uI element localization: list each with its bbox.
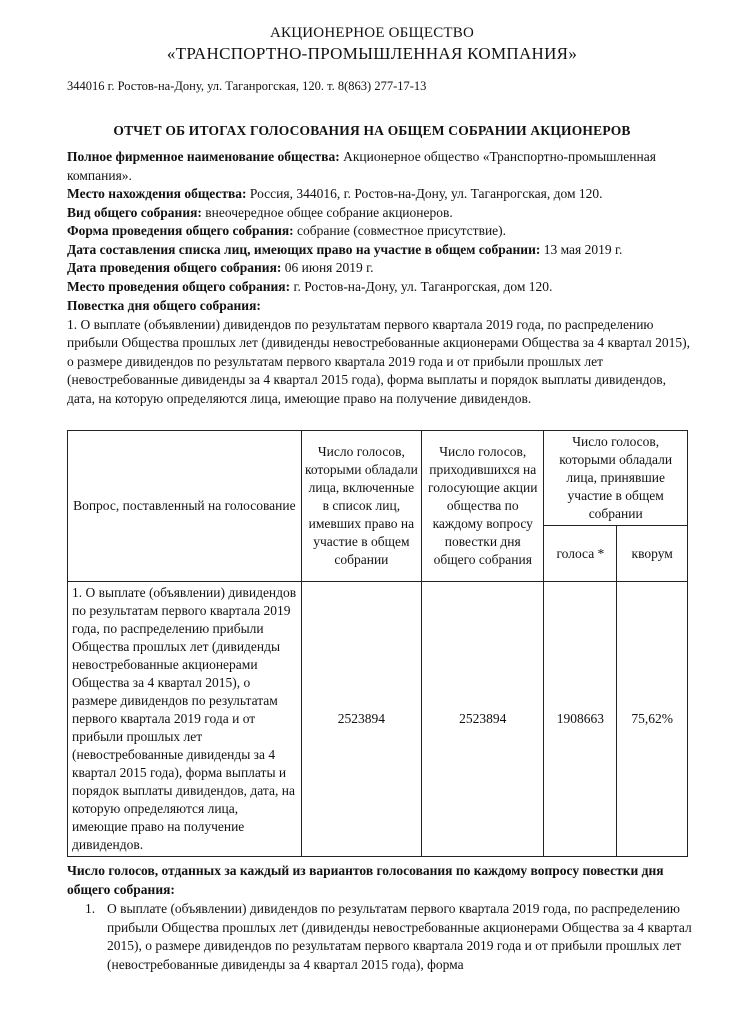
row-question: 1. О выплате (объявлении) дивидендов по результатам первого квартала 2019 года, по распределению прибыли Общества прошлых лет (дивиденды невостребованные акционерами Общества за 4 квартал 2015), о размере дивидендов по результатам первого квартала 2019 года и от прибыли прошлых лет (невостребованные дивиденды за 4 квартал 2015 года), форма выплаты и порядок выплаты дивидендов, дата, на которую определяются лица, имеющие право на получение дивидендов. [68,582,302,857]
meeting-place-line [67,278,692,297]
meeting-type-line [67,204,692,223]
row-votes: 1908663 [544,582,617,857]
meeting-date-line [67,259,692,278]
agenda-label: Повестка дня общего собрания: [67,298,261,313]
agenda-section [67,297,692,408]
header-participated-votes: Число голосов, которыми обладали лица, принявшие участие в общем собрании [544,431,688,526]
location-label: Место нахождения общества: [67,186,247,201]
report-title: ОТЧЕТ ОБ ИТОГАХ ГОЛОСОВАНИЯ НА ОБЩЕМ СОБРАНИИ АКЦИОНЕРОВ [113,123,631,138]
meeting-form-line [67,222,692,241]
org-address: 344016 г. Ростов-на-Дону, ул. Таганрогская, 120. т. 8(863) 277-17-13 [67,79,427,93]
meeting-form-label: Форма проведения общего собрания: [67,223,294,238]
header-per-question-votes: Число голосов, приходившихся на голосующие акции общества по каждому вопросу повестки дня общего собрания [422,431,544,582]
meeting-date-label: Дата проведения общего собрания: [67,260,282,275]
list-date-value: 13 мая 2019 г. [540,241,623,257]
org-name-heading: «ТРАНСПОРТНО-ПРОМЫШЛЕННАЯ КОМПАНИЯ» [166,44,578,63]
location-line [67,185,692,204]
table-row [68,582,688,857]
voting-results-table [67,430,688,857]
agenda-item-1: 1. О выплате (объявлении) дивидендов по результатам первого квартала 2019 года, по распределению прибыли Общества прошлых лет (дивиденды невостребованные акционерами Общества за 4 квартал 2015), о размере дивидендов по результатам первого квартала 2019 года и от прибыли прошлых лет (невостребованные дивиденды за 4 квартал 2015 года), форма выплаты и порядок выплаты дивидендов, дата, на которую определяются лица, имеющие право на получение дивидендов. [67,316,690,406]
org-type-heading: АКЦИОНЕРНОЕ ОБЩЕСТВО [270,25,474,41]
votes-item-text: О выплате (объявлении) дивидендов по результатам первого квартала 2019 года, по распределению прибыли Общества прошлых лет (дивиденды невостребованные акционерами Общества за 4 квартал 2015), о размере дивидендов по результатам первого квартала 2019 года и от прибыли прошлых лет (невостребованные дивиденды за 4 квартал 2015 года), форма [107,901,692,972]
company-name-label: Полное фирменное наименование общества: [67,149,340,164]
row-per-question-votes: 2523894 [422,582,544,857]
meeting-place-value: г. Ростов-на-Дону, ул. Таганрогская, дом 120. [290,278,553,294]
company-name-value: Акционерное общество «Транспортно-промышленная компания». [67,149,656,183]
list-date-line [67,241,707,260]
company-name-line [67,148,692,185]
list-date-label: Дата составления списка лиц, имеющих право на участие в общем собрании: [67,241,541,257]
header-eligible-votes: Число голосов, которыми обладали лица, включенные в список лиц, имевших право на участие в общем собрании [301,431,421,582]
meeting-date-value: 06 июня 2019 г. [281,260,374,275]
location-value: Россия, 344016, г. Ростов-на-Дону, ул. Таганрогская, дом 120. [246,186,603,201]
meeting-type-value: внеочередное общее собрание акционеров. [201,204,453,220]
header-quorum: кворум [617,526,688,582]
votes-section-heading: Число голосов, отданных за каждый из вариантов голосования по каждому вопросу повестки дня общего собрания: [67,863,664,897]
votes-item-number: 1. [85,901,96,916]
meeting-form-value: собрание (совместное присутствие). [293,223,507,238]
header-votes: голоса * [544,526,617,582]
row-quorum: 75,62% [617,582,688,857]
header-question: Вопрос, поставленный на голосование [68,431,302,582]
meeting-type-label: Вид общего собрания: [67,204,202,220]
meeting-place-label: Место проведения общего собрания: [67,278,291,294]
row-eligible-votes: 2523894 [301,582,421,857]
